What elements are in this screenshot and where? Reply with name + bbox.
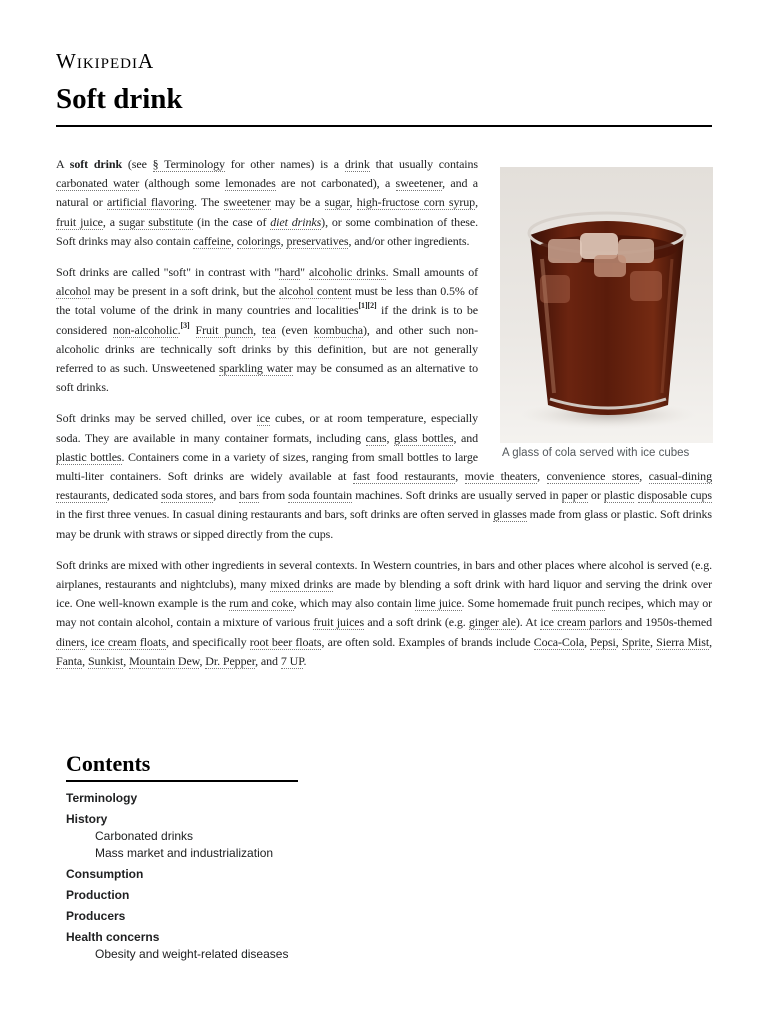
text-run — [190, 323, 196, 337]
text-run: " — [300, 265, 310, 280]
article-link[interactable]: high-fructose corn syrup — [356, 195, 476, 210]
article-link[interactable]: Coca-Cola — [533, 634, 585, 649]
text-run: , — [386, 430, 394, 445]
text-run: , a — [102, 214, 119, 229]
article-link[interactable]: carbonated water — [56, 176, 140, 191]
text-run: . Containers come in a variety of sizes, ranging from small bottles to large multi-liter containers. Soft drinks are widely available at — [56, 449, 478, 484]
article-link[interactable]: fruit juices — [313, 615, 365, 630]
text-run: , — [709, 634, 712, 649]
article-link[interactable]: drink — [344, 157, 370, 171]
toc-item[interactable]: Terminology — [66, 791, 138, 805]
article-link[interactable]: Dr. Pepper — [205, 653, 256, 668]
text-run: are not carbonated), a — [275, 176, 396, 191]
wikipedia-wordmark[interactable]: WikipediA — [56, 49, 155, 73]
toc-list — [66, 790, 306, 962]
text-run: ). At — [515, 615, 541, 630]
toc-divider — [66, 780, 298, 782]
text-run: , — [475, 195, 478, 210]
article-link[interactable]: plastic bottles — [56, 449, 122, 464]
article-link[interactable]: Pepsi — [590, 634, 616, 649]
text-run: (although some — [139, 176, 226, 191]
text-run: that usually contains — [369, 157, 479, 171]
article-link[interactable]: paper — [561, 488, 588, 503]
article-link[interactable]: sweetener — [395, 176, 443, 191]
article-link[interactable]: Sunkist — [87, 653, 124, 668]
bold-term: soft drink — [69, 157, 123, 171]
article-link[interactable]: ginger ale — [468, 615, 516, 630]
article-link[interactable]: sweetener — [223, 195, 271, 210]
article-link[interactable]: soda fountain — [288, 488, 353, 503]
article-link[interactable]: glass bottles — [393, 430, 454, 445]
text-run: or — [587, 488, 604, 503]
text-run: . — [303, 653, 307, 668]
article-link[interactable]: Sierra Mist — [656, 634, 710, 649]
text-run: , — [199, 653, 206, 668]
toc-item[interactable]: Production — [66, 888, 130, 902]
article-link[interactable]: § Terminology — [152, 157, 225, 171]
article-link[interactable]: bars — [239, 488, 259, 503]
text-run: are made by blending a soft drink with hard liquor and serving the drink over ice. One well-known example is the — [56, 577, 712, 611]
article-link[interactable]: caffeine — [193, 233, 232, 248]
text-run: , and — [255, 653, 281, 668]
title-divider — [56, 125, 712, 127]
text-run: , — [280, 233, 287, 248]
text-run: , — [231, 233, 237, 248]
text-run: (even — [275, 322, 314, 337]
article-link[interactable]: lemonades — [225, 176, 276, 191]
text-run: , — [82, 653, 88, 668]
toc-item[interactable]: Mass market and industrialization — [95, 846, 274, 860]
text-run: (in the case of — [193, 214, 271, 229]
article-link[interactable]: fruit punch — [552, 596, 605, 611]
lead-figure — [500, 167, 712, 459]
article-link[interactable]: hard — [279, 265, 301, 280]
text-run: , and/or other ingredients. — [348, 233, 470, 248]
article-link[interactable]: plastic — [603, 488, 635, 503]
toc-item[interactable]: Producers — [66, 909, 126, 923]
text-run: . Some homemade — [461, 596, 553, 611]
text-run: Soft drinks are called "soft" in contrast with " — [56, 265, 280, 280]
paragraph — [56, 556, 712, 671]
text-run: , — [123, 653, 130, 668]
figure-caption: A glass of cola served with ice cubes — [502, 447, 690, 459]
article-link[interactable]: soda stores — [161, 488, 214, 503]
article-link[interactable]: Fanta — [56, 653, 83, 668]
article-link[interactable]: artificial flavoring — [106, 195, 194, 210]
text-run: Soft drinks are mixed with other ingredients in several contexts. In Western countries, in bars and other places where alcohol is served (e.g. airplanes, restaurants and nightclubs), many — [56, 557, 712, 592]
text-run: may be present in a soft drink, but the — [90, 284, 279, 299]
text-run: cubes, or at room temperature, especially soda. They are available in many container formats, including — [56, 411, 478, 445]
text-run: , dedicated — [106, 488, 162, 503]
article-link[interactable]: alcoholic drinks — [309, 265, 386, 280]
toc-item[interactable]: Carbonated drinks — [95, 829, 194, 843]
text-run: made from glass or plastic. Soft drinks may be drunk with straws or sipped directly from the cups. — [56, 507, 713, 541]
cola-glass-image[interactable] — [500, 167, 713, 443]
text-run: , and — [453, 430, 479, 445]
text-run: , and a natural or — [56, 176, 478, 210]
article-link[interactable]: sugar — [324, 195, 350, 210]
text-run: if the drink is to be considered — [56, 303, 478, 337]
article-link[interactable]: ice — [256, 411, 271, 426]
article-link[interactable]: diners — [56, 634, 85, 649]
text-run: , and — [213, 488, 240, 503]
article-link[interactable]: movie theaters — [464, 469, 538, 484]
text-run: , — [650, 634, 657, 649]
toc-title: Contents — [66, 751, 151, 776]
text-run: , — [639, 469, 649, 484]
text-run: and a soft drink (e.g. — [364, 615, 469, 630]
article-link[interactable]: alcohol content — [278, 284, 352, 299]
article-link[interactable]: root beer floats — [249, 634, 322, 649]
article-link[interactable]: kombucha — [313, 322, 363, 337]
article-link[interactable]: convenience stores — [546, 469, 640, 484]
page-title: Soft drink — [56, 83, 183, 115]
article-link[interactable]: non-alcoholic — [112, 322, 178, 337]
text-run: may be consumed as an alternative to soft drinks. — [56, 361, 478, 395]
toc-item[interactable]: Consumption — [66, 867, 144, 881]
text-run: , — [537, 469, 547, 484]
text-run: . — [177, 322, 181, 337]
toc-item[interactable]: Health concerns — [66, 930, 160, 944]
article-link[interactable]: mixed drinks — [270, 577, 333, 592]
article-link[interactable]: alcohol — [56, 284, 91, 299]
text-run: ), or some combination of these. Soft drinks may also contain — [56, 214, 478, 248]
article-link[interactable]: disposable cups — [637, 488, 712, 503]
article-link[interactable]: ice cream parlors — [540, 615, 622, 630]
article-link[interactable]: sparkling water — [218, 361, 293, 376]
text-run: ), and other such non-alcoholic drinks are technically soft drinks by this definition, but are not generally referred to as such. Unsweetened — [56, 322, 478, 376]
article-link[interactable]: sugar substitute — [118, 214, 194, 229]
article-link[interactable]: glasses — [493, 507, 527, 522]
text-run: , — [615, 634, 622, 649]
article-link[interactable]: 7 UP — [280, 653, 304, 668]
text-run: , which may also contain — [293, 596, 415, 611]
table-of-contents — [66, 751, 306, 962]
text-run: must be less than 0.5% of the total volume of the drink in many countries and localities — [56, 284, 478, 318]
text-run: , — [455, 469, 465, 484]
text-run: recipes, which may or may not contain alcohol, contain a mixture of various — [56, 596, 712, 630]
article-link[interactable]: preservatives — [286, 233, 349, 248]
text-run: for other names) is a — [224, 157, 345, 171]
article-link[interactable]: fast food restaurants — [352, 469, 456, 484]
article-link[interactable]: cans — [365, 430, 387, 445]
text-run: , and specifically — [165, 634, 250, 649]
article-link[interactable]: rum and coke — [229, 596, 294, 611]
article-link[interactable]: ice cream floats — [90, 634, 166, 649]
text-run: from — [259, 488, 289, 503]
article-link[interactable]: Fruit punch — [195, 322, 254, 337]
text-run: , — [349, 195, 357, 210]
text-run: in the first three venues. In casual dining restaurants and bars, soft drinks are often served in — [56, 507, 494, 522]
article-link[interactable]: colorings — [236, 233, 281, 248]
article-link[interactable]: lime juice — [414, 596, 462, 611]
citation-ref[interactable]: [1][2] — [358, 301, 377, 311]
text-run: . The — [194, 195, 224, 210]
text-run: , — [584, 634, 591, 649]
text-run: , — [84, 634, 91, 649]
article-link[interactable]: fruit juice — [56, 214, 103, 229]
text-run: and 1950s-themed — [621, 615, 713, 630]
text-run: A — [56, 157, 70, 171]
article-body — [56, 155, 712, 683]
article-link[interactable]: casual-dining restaurants — [56, 469, 712, 503]
text-run: (see — [122, 157, 153, 171]
text-run: machines. Soft drinks are usually served in — [352, 488, 562, 503]
text-run: may be a — [270, 195, 325, 210]
article-link[interactable]: tea — [262, 322, 276, 337]
text-run: . Small amounts of — [385, 265, 478, 280]
article-link[interactable]: Mountain Dew — [129, 653, 200, 668]
toc-item[interactable]: History — [66, 812, 108, 826]
text-run: , — [253, 322, 263, 337]
text-run: , are often sold. Examples of brands include — [321, 634, 534, 649]
article-link[interactable]: diet drinks — [270, 214, 322, 229]
article-link[interactable]: Sprite — [621, 634, 651, 649]
citation-ref[interactable]: [3] — [180, 320, 190, 330]
text-run: Soft drinks may be served chilled, over — [56, 411, 257, 426]
toc-item[interactable]: Obesity and weight-related diseases — [95, 947, 289, 961]
